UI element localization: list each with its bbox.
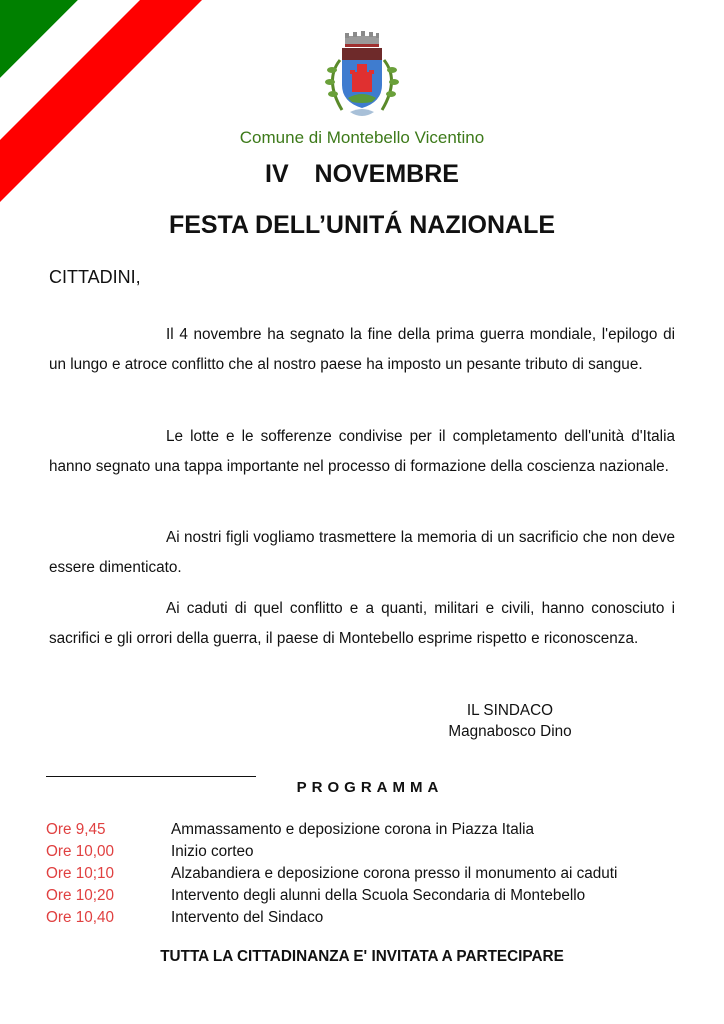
programma-item xyxy=(46,819,696,841)
signature xyxy=(440,700,580,742)
title-festa: FESTA DELL’UNITÁ NAZIONALE xyxy=(168,211,556,239)
municipality-name: Comune di Montebello Vicentino xyxy=(239,128,485,147)
paragraph-2 xyxy=(49,422,675,482)
paragraph-4-text: Ai caduti di quel conflitto e a quanti, militari e civili, hanno conosciuto i sacrifici e gli orrori della guerra, il paese di Montebello esprime rispetto e riconoscenza. xyxy=(49,600,675,647)
programma-event: Alzabandiera e deposizione corona presso il monumento ai caduti xyxy=(171,865,618,882)
paragraph-4 xyxy=(49,594,675,654)
paragraph-3 xyxy=(49,523,675,583)
title-iv-novembre: IV NOVEMBRE xyxy=(265,160,459,188)
programma-item xyxy=(46,885,696,907)
signature-role: IL SINDACO xyxy=(466,702,554,719)
invitation-footer: TUTTA LA CITTADINANZA E' INVITATA A PARTECIPARE xyxy=(160,948,564,965)
programma-time: Ore 10;20 xyxy=(46,887,115,904)
programma-event: Inizio corteo xyxy=(171,843,254,860)
programma-list xyxy=(46,819,696,929)
paragraph-2-text: Le lotte e le sofferenze condivise per il completamento dell'unità d'Italia hanno segnato una tappa importante nel processo di formazione della coscienza nazionale. xyxy=(49,428,675,475)
programma-event: Ammassamento e deposizione corona in Piazza Italia xyxy=(171,821,535,838)
programma-time: Ore 10;10 xyxy=(46,865,115,882)
signature-name: Magnabosco Dino xyxy=(448,723,572,740)
programma-title: PROGRAMMA xyxy=(296,779,444,796)
programma-item xyxy=(46,863,696,885)
programma-item xyxy=(46,841,696,863)
salutation: CITTADINI, xyxy=(49,267,141,287)
programma-event: Intervento degli alunni della Scuola Secondaria di Montebello xyxy=(171,887,586,904)
coat-of-arms-icon xyxy=(312,30,412,125)
programma-event: Intervento del Sindaco xyxy=(171,909,324,926)
paragraph-1-text: Il 4 novembre ha segnato la fine della prima guerra mondiale, l'epilogo di un lungo e atroce conflitto che al nostro paese ha imposto un pesante tributo di sangue. xyxy=(49,326,675,373)
programma-time: Ore 10,40 xyxy=(46,909,115,926)
programma-time: Ore 10,00 xyxy=(46,843,115,860)
programma-item xyxy=(46,907,696,929)
divider-line xyxy=(46,776,256,777)
paragraph-1 xyxy=(49,320,675,380)
programma-time: Ore 9,45 xyxy=(46,821,106,838)
paragraph-3-text: Ai nostri figli vogliamo trasmettere la memoria di un sacrificio che non deve essere dimenticato. xyxy=(49,529,675,576)
